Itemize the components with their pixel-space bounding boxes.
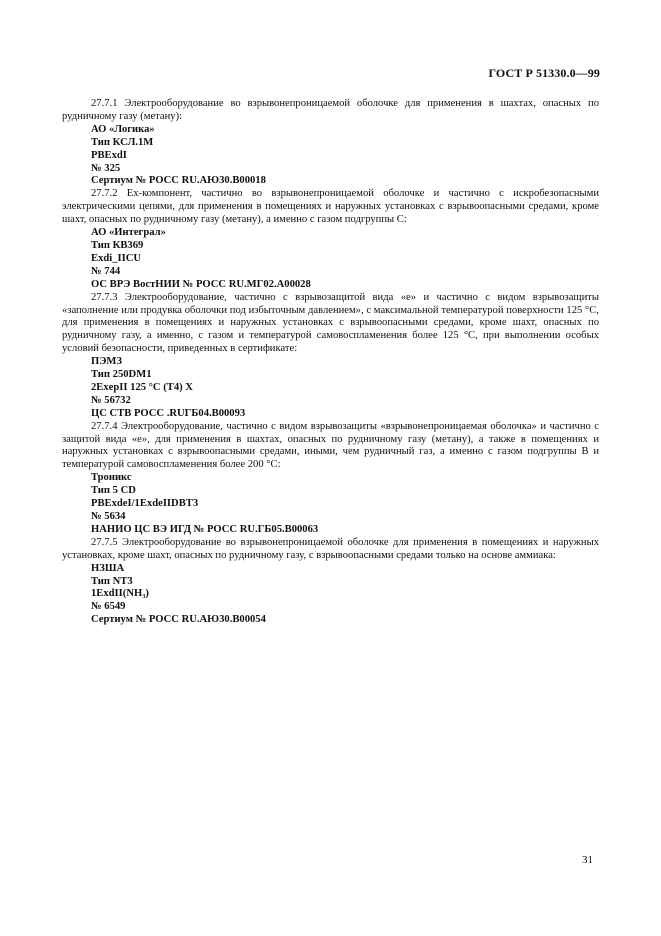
ex-marking: 1ExdII(NH₃)	[91, 588, 149, 600]
certification-body: ЦС СТВ РОСС .RUГБ04.B00093	[91, 407, 246, 419]
certification-body: Сертиум № РОСС RU.AЮ30.B00018	[91, 175, 266, 187]
page-number: 31	[582, 854, 593, 866]
ex-marking: Exdi_IICU	[91, 252, 142, 264]
manufacturer: АО «Логика»	[91, 123, 155, 135]
section-27-7-3	[62, 292, 599, 421]
section-paragraph: 27.7.2 Ex-компонент, частично во взрывонепроницаемой оболочке и частично с искробезопасными электрическими цепями, для применения в помещениях и наружных установках с взрывоопасными средами, кроме шахт, опасных по рудничному газу (метану), а именно с газом подгруппы С:	[62, 188, 599, 226]
equipment-type: Тип КВ369	[91, 239, 144, 251]
certification-body: НАНИО ЦС ВЭ ИГД № РОСС RU.ГБ05.B00063	[91, 523, 319, 535]
certification-body: Сертиум № РОСС RU.AЮ30.B00054	[91, 614, 266, 626]
certification-body: ОС ВРЭ ВостНИИ № РОСС RU.МГ02.A00028	[91, 278, 311, 290]
certificate-number: № 744	[91, 265, 121, 277]
section-27-7-1	[62, 98, 599, 188]
equipment-type: Тип 5 CD	[91, 485, 136, 497]
section-paragraph: 27.7.4 Электрооборудование, частично с видом взрывозащиты «взрывонепроницаемая оболочка» и частично с защитой вида «e», для применения в шахтах, опасных по рудничному газу (метану), а также в помещениях и наружных установках с взрывоопасными средами, иными, чем рудничный газ, а именно с газом подгруппы В и температурой самовоспламенения более 200 °С:	[62, 420, 599, 471]
manufacturer: ПЭМЗ	[91, 356, 123, 368]
section-27-7-2	[62, 188, 599, 291]
section-paragraph: 27.7.5 Электрооборудование во взрывонепроницаемой оболочке для применения в помещениях и наружных установках, кроме шахт, опасных по рудничному газу, с взрывоопасными средами только на основе аммиака:	[62, 536, 599, 561]
manufacturer: НЗША	[91, 562, 125, 574]
section-paragraph: 27.7.1 Электрооборудование во взрывонепроницаемой оболочке для применения в шахтах, опасных по рудничному газу (метану):	[62, 98, 599, 122]
ex-marking: PBExdI	[91, 149, 127, 161]
manufacturer: АО «Интеграл»	[91, 227, 166, 239]
ex-marking: PBExdeI/1ExdeIIDBT3	[91, 498, 199, 510]
section-27-7-5	[62, 537, 599, 627]
equipment-type: Тип КСЛ.1М	[91, 136, 154, 148]
certificate-number: № 56732	[91, 394, 131, 406]
document-code: ГОСТ Р 51330.0—99	[488, 66, 600, 80]
certificate-number: № 325	[91, 162, 121, 174]
manufacturer: Троникс	[91, 472, 132, 484]
document-body	[62, 98, 599, 627]
certificate-number: № 6549	[91, 601, 126, 613]
ex-marking: 2ExepII 125 °С (Т4) Х	[91, 381, 193, 393]
equipment-type: Тип 250DM1	[91, 369, 152, 381]
section-27-7-4	[62, 421, 599, 537]
certificate-number: № 5634	[91, 511, 126, 522]
section-paragraph: 27.7.3 Электрооборудование, частично с взрывозащитой вида «e» и частично с видом взрывозащиты «заполнение или продувка оболочки под избыточным давлением», с максимальной температурой поверхности 125 °С, для применения в помещениях и наружных установках с взрывоопасными средами, кроме шахт, опасных по рудничному газу, а именно, с газом и температурой самовоспламенения более 125 °С, при выполнении особых условий безопасности, приведенных в сертификате:	[62, 291, 599, 355]
equipment-type: Тип NT3	[91, 575, 133, 587]
